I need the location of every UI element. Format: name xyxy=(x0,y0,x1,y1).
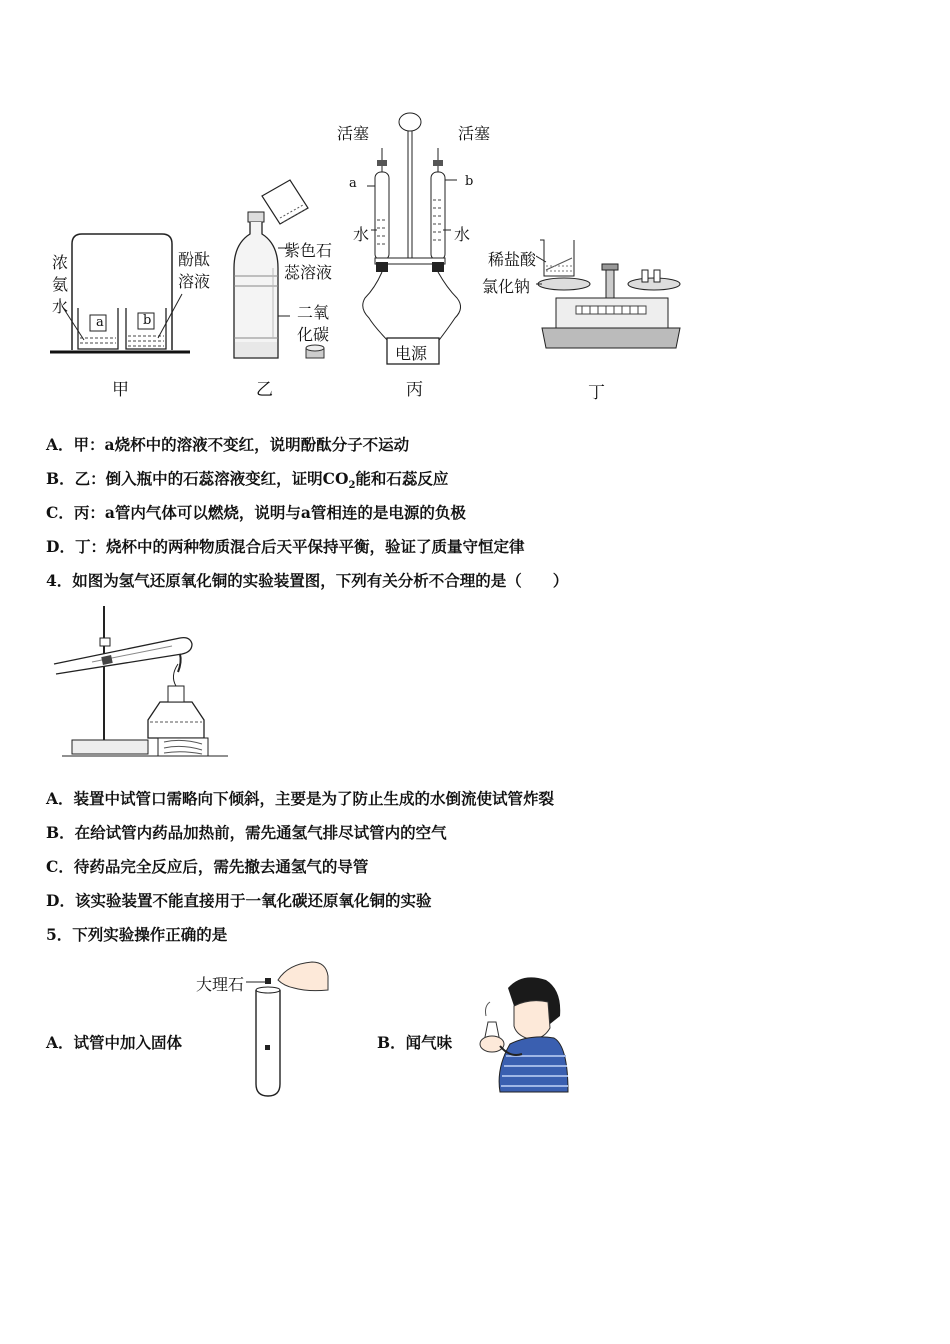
q4-option-c: C．待药品完全反应后，需先撤去通氢气的导管 xyxy=(46,857,369,876)
q3-option-b-tail: 能和石蕊反应 xyxy=(355,469,449,488)
q4-question: 4．如图为氢气还原氧化铜的实验装置图，下列有关分析不合理的是（ ） xyxy=(46,571,569,590)
ding-hcl-label: 稀盐酸 xyxy=(488,250,537,269)
jia-phenol-label-1: 酚酞 xyxy=(178,250,211,269)
bing-power-label: 电源 xyxy=(395,344,428,363)
q5-test-tube-drawing xyxy=(238,956,330,1101)
bing-water-left-label: 水 xyxy=(353,225,370,244)
q5-smelling-boy-drawing xyxy=(470,972,570,1096)
bing-valve-left-label: 活塞 xyxy=(337,124,370,143)
jia-ammonia-label-3: 水 xyxy=(52,297,69,316)
ding-balance-drawing xyxy=(536,236,686,356)
jia-ammonia-label-1: 浓 xyxy=(52,253,69,272)
q3-option-a: A．甲：a烧杯中的溶液不变红，说明酚酞分子不运动 xyxy=(46,435,410,454)
q5-option-a: A．试管中加入固体 xyxy=(46,1033,183,1052)
q3-option-b-subscript: 2 xyxy=(348,480,356,492)
bing-tube-b-label: b xyxy=(465,174,474,189)
q4-option-b: B．在给试管内药品加热前，需先通氢气排尽试管内的空气 xyxy=(46,823,447,842)
yi-caption: 乙 xyxy=(256,380,273,400)
yi-litmus-label-2: 蕊溶液 xyxy=(284,263,333,282)
jia-phenol-label-2: 溶液 xyxy=(178,272,211,291)
jia-caption: 甲 xyxy=(112,380,129,400)
q4-hydrogen-reduction-drawing xyxy=(52,602,232,760)
ding-nacl-label: 氯化钠 xyxy=(482,277,531,296)
q5-question: 5．下列实验操作正确的是 xyxy=(46,925,228,944)
yi-co2-label-2: 化碳 xyxy=(297,325,330,344)
q3-option-b xyxy=(46,469,448,496)
q5-option-b: B．闻气味 xyxy=(377,1033,453,1052)
ding-caption: 丁 xyxy=(588,383,605,403)
bing-valve-right-label: 活塞 xyxy=(458,124,491,143)
q3-option-c: C．丙：a管内气体可以燃烧，说明与a管相连的是电源的负极 xyxy=(46,503,466,522)
q4-option-d: D．该实验装置不能直接用于一氧化碳还原氧化铜的实验 xyxy=(46,891,432,910)
bing-water-right-label: 水 xyxy=(454,225,471,244)
q5-marble-label: 大理石 xyxy=(196,975,245,994)
yi-co2-label-1: 二氧 xyxy=(297,303,330,322)
bing-tube-a-label: a xyxy=(349,176,357,191)
jia-beaker-a-label: a xyxy=(96,315,104,330)
jia-beaker-b-label: b xyxy=(143,313,152,328)
jia-ammonia-label-2: 氨 xyxy=(52,275,69,294)
yi-litmus-label-1: 紫色石 xyxy=(284,241,333,260)
q3-option-b-text: B．乙：倒入瓶中的石蕊溶液变红，证明CO xyxy=(46,469,349,488)
q4-option-a: A．装置中试管口需略向下倾斜，主要是为了防止生成的水倒流使试管炸裂 xyxy=(46,789,555,808)
q3-option-d: D．丁：烧杯中的两种物质混合后天平保持平衡，验证了质量守恒定律 xyxy=(46,537,525,556)
bing-caption: 丙 xyxy=(406,380,423,400)
